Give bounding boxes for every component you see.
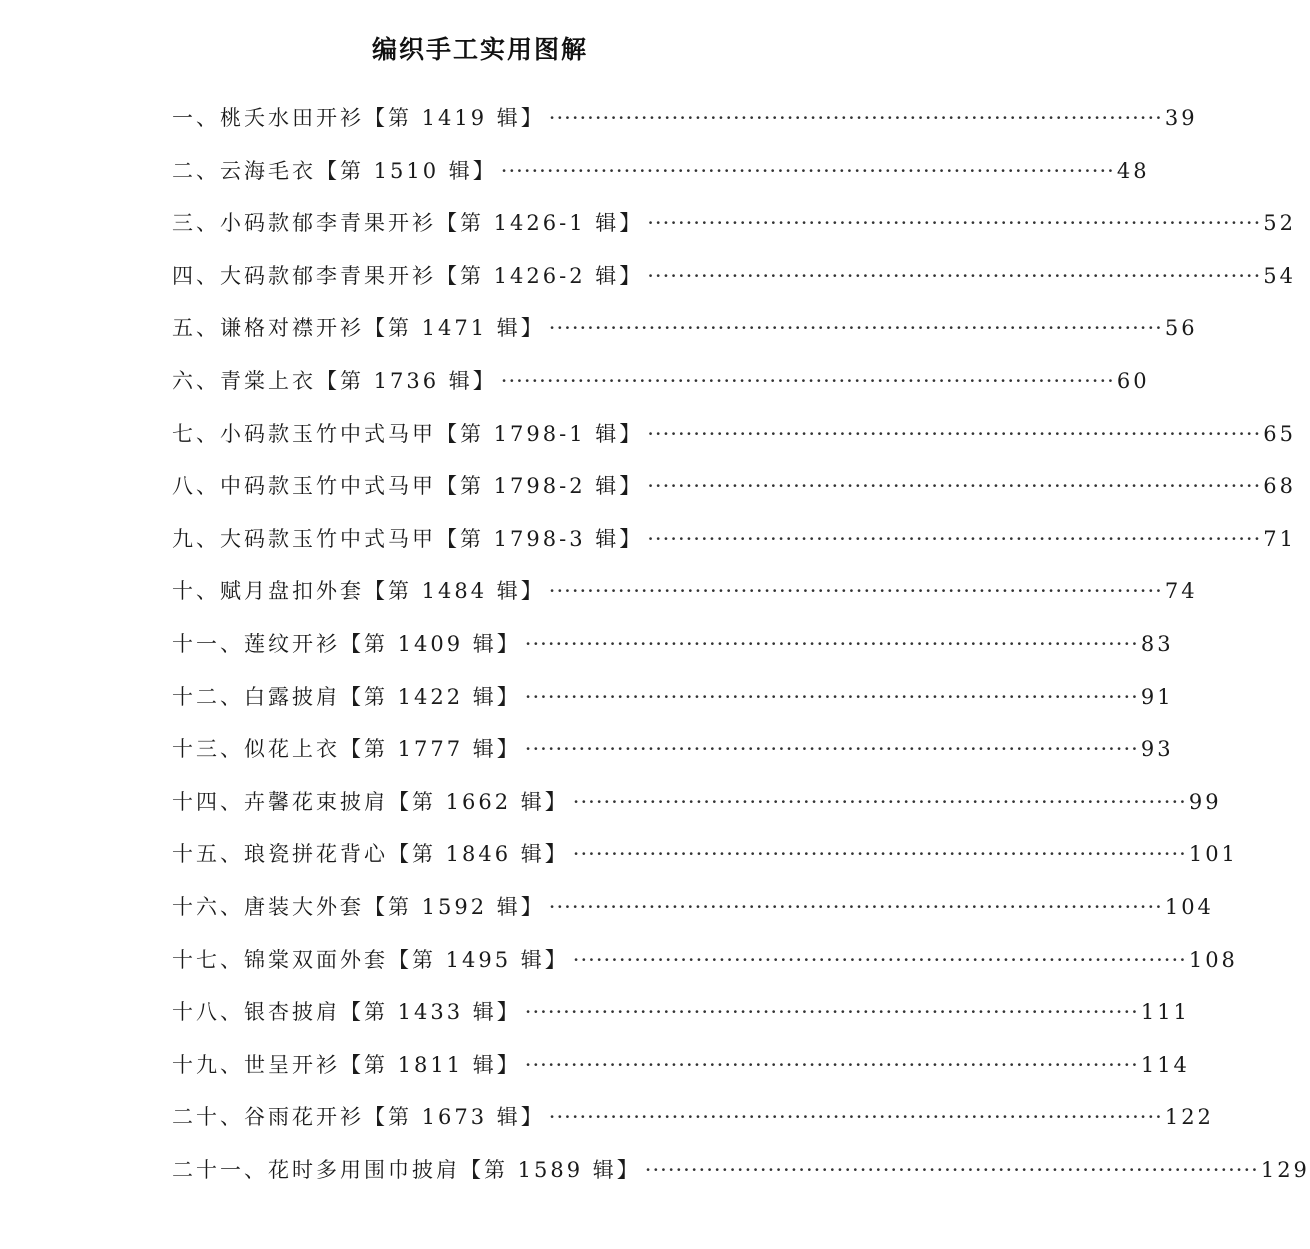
toc-entry-page-number: 114 <box>1140 1052 1190 1077</box>
toc-entry <box>172 784 1222 837</box>
toc-entry-title: 二十一、花时多用围巾披肩【第 1589 辑】 <box>172 1157 641 1182</box>
toc-entry <box>172 258 1297 311</box>
table-of-contents <box>172 100 1310 1204</box>
toc-entry-title: 三、小码款郁李青果开衫【第 1426-1 辑】 <box>172 211 644 236</box>
toc-entry-page-number: 48 <box>1116 158 1150 183</box>
toc-entry <box>172 310 1198 363</box>
dot-leader: ················································································ <box>572 947 1187 972</box>
toc-entry-page-number: 71 <box>1263 526 1297 551</box>
dot-leader: ················································································ <box>548 1105 1163 1130</box>
toc-entry-title: 四、大码款郁李青果开衫【第 1426-2 辑】 <box>172 263 644 288</box>
toc-entry-page-number: 74 <box>1164 579 1198 604</box>
dot-leader: ················································································ <box>572 842 1187 867</box>
dot-leader: ················································································ <box>647 263 1262 288</box>
dot-leader: ················································································ <box>644 1157 1259 1182</box>
dot-leader: ················································································ <box>548 579 1163 604</box>
toc-entry-title: 十六、唐装大外套【第 1592 辑】 <box>172 894 545 919</box>
dot-leader: ················································································ <box>647 526 1262 551</box>
toc-entry-page-number: 104 <box>1164 894 1214 919</box>
toc-entry-title: 十一、莲纹开衫【第 1409 辑】 <box>172 631 521 656</box>
dot-leader: ················································································ <box>548 106 1163 130</box>
toc-entry-title: 十、赋月盘扣外套【第 1484 辑】 <box>172 579 545 604</box>
toc-entry-page-number: 54 <box>1263 263 1297 288</box>
toc-entry-title: 十四、卉馨花束披肩【第 1662 辑】 <box>172 789 569 814</box>
toc-entry-title: 一、桃夭水田开衫【第 1419 辑】 <box>172 106 545 130</box>
toc-entry-title: 二十、谷雨花开衫【第 1673 辑】 <box>172 1105 545 1130</box>
toc-entry <box>172 889 1214 942</box>
toc-entry <box>172 363 1150 416</box>
dot-leader: ················································································ <box>647 474 1262 499</box>
dot-leader: ················································································ <box>524 631 1139 656</box>
toc-entry-title: 九、大码款玉竹中式马甲【第 1798-3 辑】 <box>172 526 644 551</box>
dot-leader: ················································································ <box>524 737 1139 762</box>
toc-entry-title: 五、谦格对襟开衫【第 1471 辑】 <box>172 316 545 341</box>
toc-entry-title: 十二、白露披肩【第 1422 辑】 <box>172 684 521 709</box>
toc-entry-page-number: 93 <box>1140 737 1174 762</box>
toc-entry <box>172 1047 1190 1100</box>
toc-entry-title: 七、小码款玉竹中式马甲【第 1798-1 辑】 <box>172 421 644 446</box>
toc-entry-page-number: 122 <box>1164 1105 1214 1130</box>
toc-entry <box>172 942 1238 995</box>
toc-entry-page-number: 99 <box>1188 789 1222 814</box>
page-title: 编织手工实用图解 <box>371 35 588 64</box>
toc-entry-page-number: 65 <box>1263 421 1297 446</box>
toc-entry-title: 八、中码款玉竹中式马甲【第 1798-2 辑】 <box>172 474 644 499</box>
toc-entry <box>172 836 1238 889</box>
toc-entry <box>172 100 1198 153</box>
dot-leader: ················································································ <box>500 368 1115 393</box>
dot-leader: ················································································ <box>500 158 1115 183</box>
toc-entry <box>172 994 1190 1047</box>
toc-entry-title: 十三、似花上衣【第 1777 辑】 <box>172 737 521 762</box>
dot-leader: ················································································ <box>548 316 1163 341</box>
toc-entry-page-number: 39 <box>1164 106 1198 130</box>
toc-entry-page-number: 101 <box>1188 842 1238 867</box>
toc-entry-title: 十五、琅瓷拼花背心【第 1846 辑】 <box>172 842 569 867</box>
toc-entry <box>172 573 1198 626</box>
dot-leader: ················································································ <box>524 1000 1139 1025</box>
toc-entry <box>172 521 1297 574</box>
toc-entry <box>172 626 1174 679</box>
toc-entry <box>172 679 1174 732</box>
toc-entry-page-number: 68 <box>1263 474 1297 499</box>
dot-leader: ················································································ <box>524 684 1139 709</box>
toc-entry-title: 十九、世呈开衫【第 1811 辑】 <box>172 1052 521 1077</box>
toc-entry-page-number: 60 <box>1116 368 1150 393</box>
toc-entry-title: 六、青棠上衣【第 1736 辑】 <box>172 368 497 393</box>
toc-entry <box>172 1099 1214 1152</box>
toc-entry <box>172 416 1297 469</box>
dot-leader: ················································································ <box>548 894 1163 919</box>
dot-leader: ················································································ <box>647 421 1262 446</box>
toc-entry-page-number: 52 <box>1263 211 1297 236</box>
toc-entry-page-number: 111 <box>1140 1000 1190 1025</box>
toc-entry <box>172 1152 1310 1205</box>
toc-entry-page-number: 129 <box>1260 1157 1310 1182</box>
toc-entry-title: 二、云海毛衣【第 1510 辑】 <box>172 158 497 183</box>
toc-entry-title: 十八、银杏披肩【第 1433 辑】 <box>172 1000 521 1025</box>
toc-entry-page-number: 83 <box>1140 631 1174 656</box>
dot-leader: ················································································ <box>524 1052 1139 1077</box>
toc-entry <box>172 468 1297 521</box>
toc-entry-page-number: 56 <box>1164 316 1198 341</box>
toc-entry-page-number: 91 <box>1140 684 1174 709</box>
dot-leader: ················································································ <box>647 211 1262 236</box>
toc-entry <box>172 153 1150 206</box>
toc-entry <box>172 205 1297 258</box>
dot-leader: ················································································ <box>572 789 1187 814</box>
toc-entry-page-number: 108 <box>1188 947 1238 972</box>
toc-entry-title: 十七、锦棠双面外套【第 1495 辑】 <box>172 947 569 972</box>
toc-entry <box>172 731 1174 784</box>
